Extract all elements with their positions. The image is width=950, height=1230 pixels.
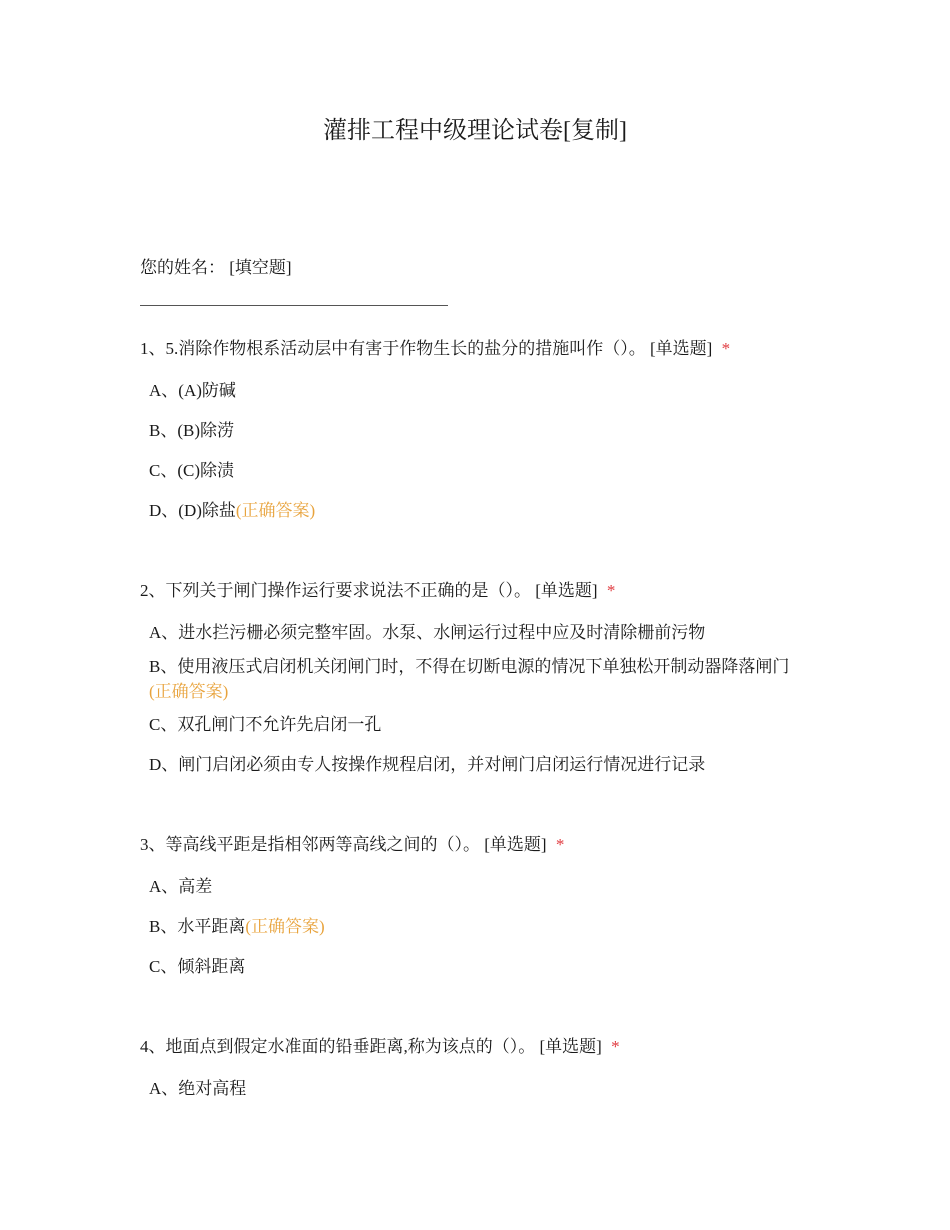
question-type: [单选题] — [484, 835, 547, 854]
option-3a[interactable]: A、高差 — [149, 877, 213, 896]
required-mark: * — [611, 1037, 620, 1056]
name-label: 您的姓名： — [140, 258, 225, 277]
option-3b[interactable]: B、水平距离(正确答案) — [149, 917, 325, 936]
question-1 — [140, 334, 730, 359]
required-mark: * — [721, 339, 731, 358]
question-type: [填空题] — [229, 258, 292, 277]
correct-answer-mark: (正确答案) — [235, 501, 316, 520]
option-2b[interactable]: B、使用液压式启闭机关闭闸门时，不得在切断电源的情况下单独松开制动器降落闸门(正确答案) — [149, 657, 790, 701]
option-1d[interactable]: D、(D)除盐(正确答案) — [149, 501, 316, 520]
question-type: [单选题] — [539, 1037, 602, 1056]
correct-answer-mark: (正确答案) — [245, 917, 325, 936]
option-2a[interactable]: A、进水拦污栅必须完整牢固。水泵、水闸运行过程中应及时清除栅前污物 — [149, 623, 706, 642]
option-1a[interactable]: A、(A)防碱 — [149, 381, 236, 400]
option-1b[interactable]: B、(B)除涝 — [149, 421, 234, 440]
name-input-line[interactable] — [140, 305, 448, 306]
option-2c[interactable]: C、双孔闸门不允许先启闭一孔 — [149, 715, 382, 734]
question-text: 1、5.消除作物根系活动层中有害于作物生长的盐分的措施叫作（）。 — [140, 339, 646, 358]
question-3 — [140, 830, 564, 855]
name-question — [140, 253, 292, 278]
question-text: 4、地面点到假定水准面的铅垂距离,称为该点的（）。 — [140, 1037, 536, 1056]
question-text: 3、等高线平距是指相邻两等高线之间的（）。 — [140, 835, 480, 854]
question-text: 2、下列关于闸门操作运行要求说法不正确的是（）。 — [140, 581, 531, 600]
required-mark: * — [606, 581, 616, 600]
option-4a[interactable]: A、绝对高程 — [149, 1079, 247, 1098]
option-1c[interactable]: C、(C)除渍 — [149, 461, 234, 480]
question-type: [单选题] — [650, 339, 713, 358]
page-title: 灌排工程中级理论试卷[复制] — [323, 118, 627, 144]
question-2 — [140, 576, 615, 601]
option-3c[interactable]: C、倾斜距离 — [149, 957, 246, 976]
required-mark: * — [555, 835, 565, 854]
correct-answer-mark: (正确答案) — [149, 682, 229, 701]
question-4 — [140, 1032, 620, 1057]
option-2d[interactable]: D、闸门启闭必须由专人按操作规程启闭，并对闸门启闭运行情况进行记录 — [149, 755, 706, 774]
question-type: [单选题] — [535, 581, 598, 600]
